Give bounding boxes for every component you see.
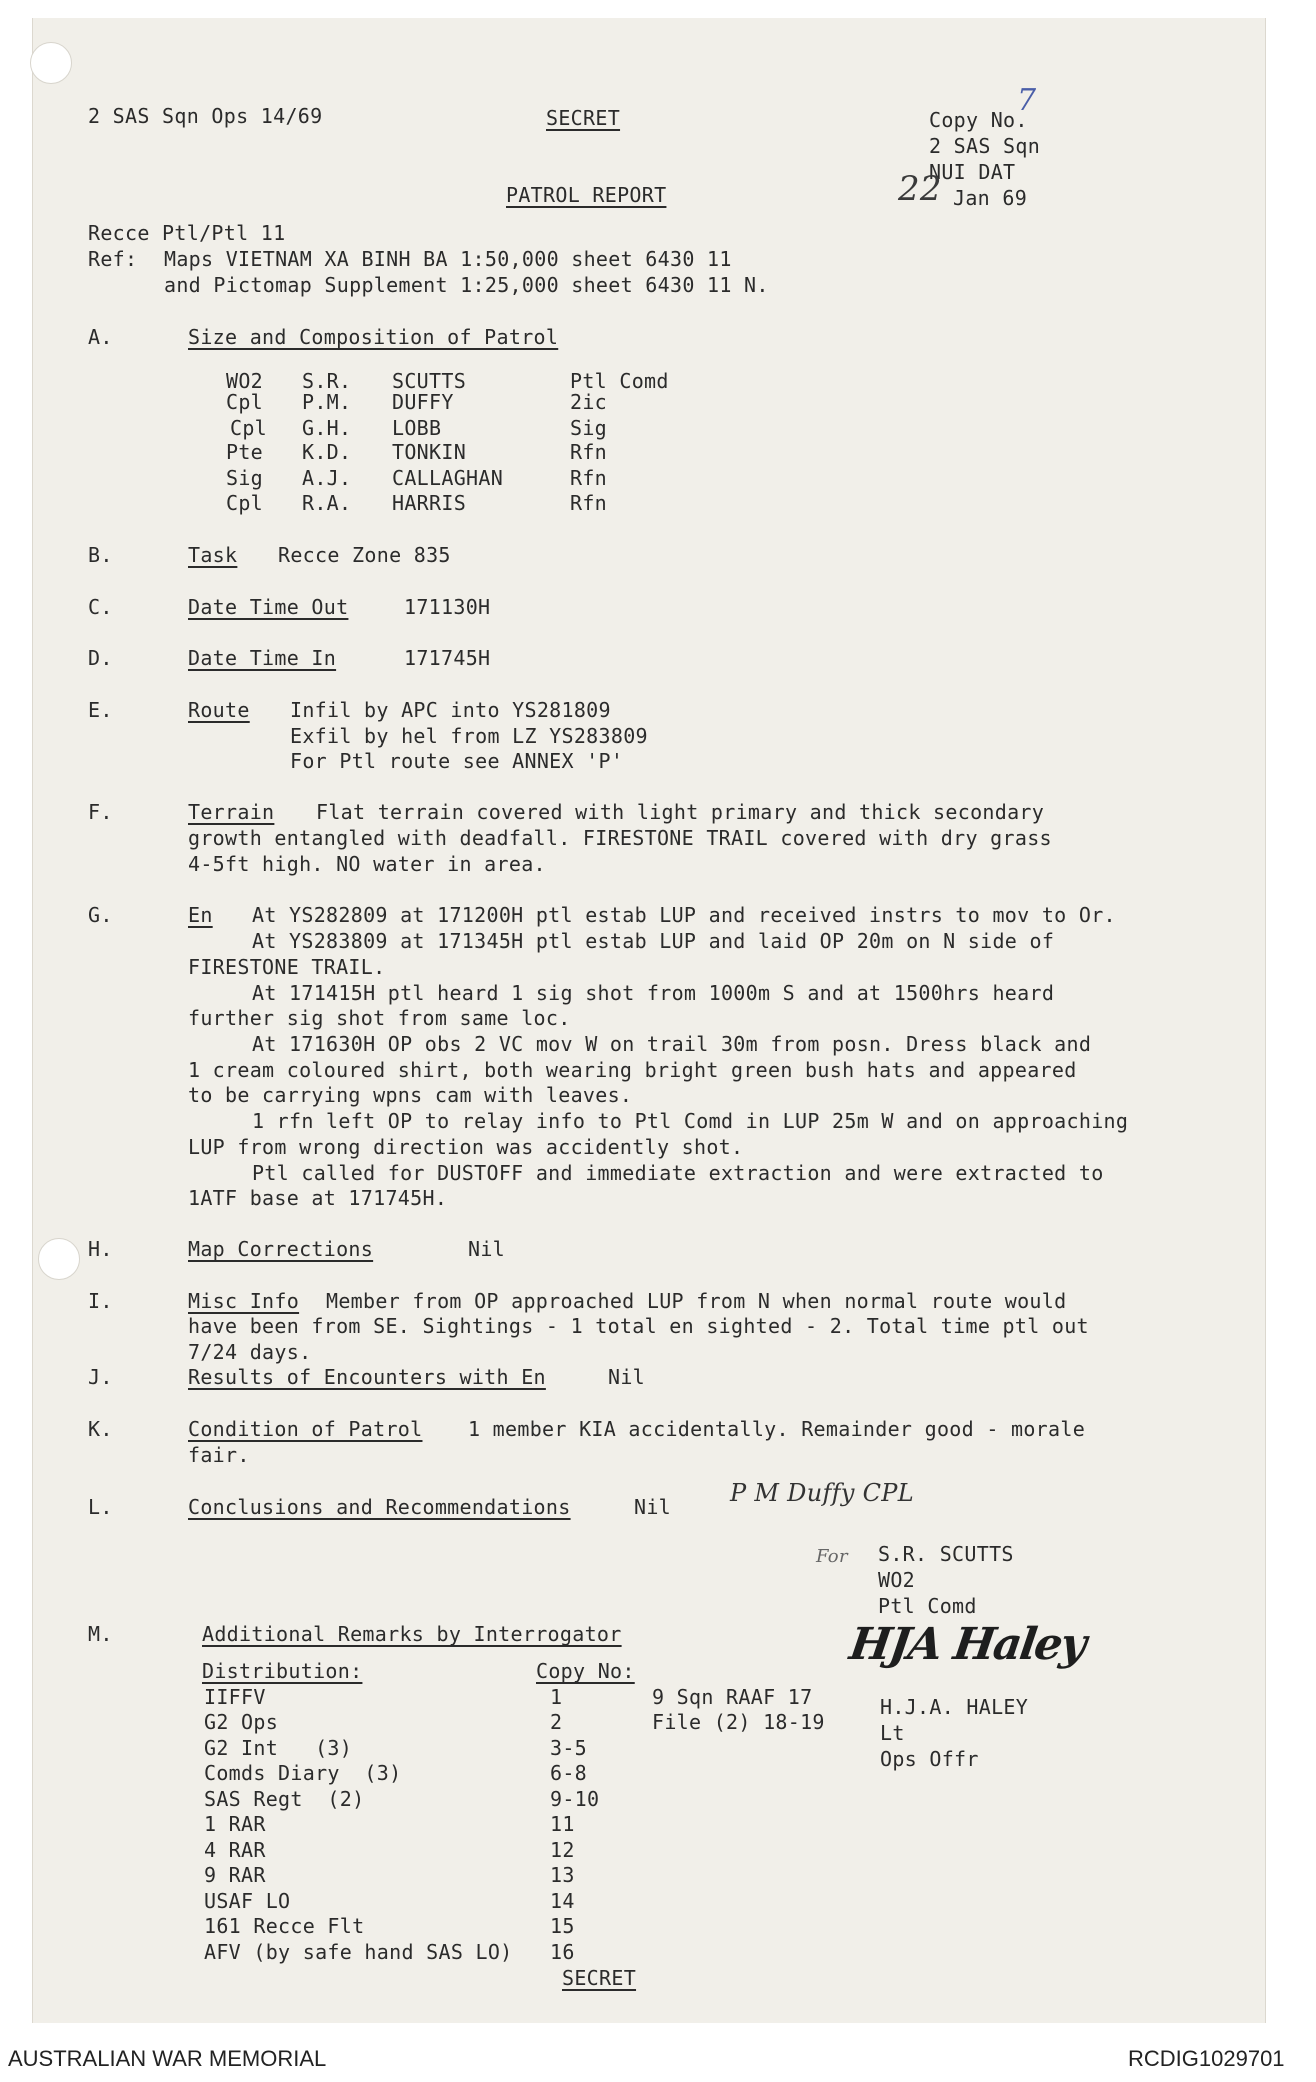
signatory-rank: WO2 (878, 1568, 916, 1592)
archive-name: AUSTRALIAN WAR MEMORIAL (8, 2046, 327, 2071)
member-surname: HARRIS (392, 491, 467, 515)
section-letter: K. (88, 1417, 113, 1441)
member-surname: DUFFY (392, 390, 454, 414)
member-surname: CALLAGHAN (392, 466, 504, 490)
section-text-line: further sig shot from same loc. (188, 1006, 571, 1030)
catalogue-number: RCDIG1029701 (1128, 2046, 1285, 2071)
section-title: Misc Info (188, 1289, 300, 1313)
location-label: NUI DAT (929, 160, 1016, 184)
distribution-recipient: G2 Ops (204, 1710, 279, 1734)
section-letter: C. (88, 595, 113, 619)
date-day-handwritten: 22 (898, 169, 942, 209)
document-reference: 2 SAS Sqn Ops 14/69 (88, 104, 323, 128)
member-initials: P.M. (302, 390, 352, 414)
section-title: Date Time In (188, 646, 337, 670)
member-rank: Pte (226, 440, 264, 464)
copy-number-label: Copy No. (929, 108, 1028, 132)
section-text-line: 7/24 days. (188, 1340, 312, 1364)
distribution-header: Distribution: (202, 1659, 363, 1683)
member-role: Rfn (570, 440, 608, 464)
section-value: Recce Zone 835 (278, 543, 451, 567)
punch-hole (38, 1238, 80, 1280)
section-title: Task (188, 543, 238, 567)
member-surname: SCUTTS (392, 369, 467, 393)
classification-footer: SECRET (562, 1966, 637, 1990)
section-text-line: LUP from wrong direction was accidently shot. (188, 1135, 744, 1159)
member-role: Rfn (570, 491, 608, 515)
distribution-copy: 15 (550, 1914, 575, 1938)
ref-label: Ref: (88, 247, 138, 271)
section-letter: A. (88, 325, 113, 349)
member-surname: TONKIN (392, 440, 467, 464)
section-title: En (188, 903, 213, 927)
section-text-line: At YS282809 at 171200H ptl estab LUP and received instrs to mov to Or. (252, 903, 1116, 927)
officer-rank: Lt (880, 1721, 905, 1745)
section-title: Condition of Patrol (188, 1417, 423, 1441)
distribution-copy: 1 (550, 1685, 563, 1709)
punch-hole (30, 42, 72, 84)
section-text-line: Infil by APC into YS281809 (290, 698, 611, 722)
handwritten-for: For (816, 1546, 848, 1567)
section-title: Map Corrections (188, 1237, 374, 1261)
section-title: Conclusions and Recommendations (188, 1495, 571, 1519)
map-reference-line: and Pictomap Supplement 1:25,000 sheet 6430 11 N. (164, 273, 769, 297)
member-role: Ptl Comd (570, 369, 669, 393)
patrol-name: Recce Ptl/Ptl 11 (88, 221, 286, 245)
distribution-recipient: 4 RAR (204, 1838, 266, 1862)
signatory-name: S.R. SCUTTS (878, 1542, 1014, 1566)
section-title: Route (188, 698, 250, 722)
section-letter: G. (88, 903, 113, 927)
member-initials: G.H. (302, 416, 352, 440)
member-initials: R.A. (302, 491, 352, 515)
section-text-line: Member from OP approached LUP from N when normal route would (326, 1289, 1067, 1313)
section-text-line: 1 member KIA accidentally. Remainder good - morale (468, 1417, 1086, 1441)
section-value: Nil (468, 1237, 506, 1261)
distribution-recipient: 1 RAR (204, 1812, 266, 1836)
copy-number-handwritten: 7 (1017, 83, 1037, 118)
section-letter: F. (88, 800, 113, 824)
distribution-copy: 2 (550, 1710, 563, 1734)
copy-number-header: Copy No: (536, 1659, 635, 1683)
section-text-line: 1 rfn left OP to relay info to Ptl Comd in LUP 25m W and on approaching (252, 1109, 1129, 1133)
signatory-role: Ptl Comd (878, 1594, 977, 1618)
distribution-copy: 6-8 (550, 1761, 588, 1785)
member-initials: K.D. (302, 440, 352, 464)
section-text-line: 1ATF base at 171745H. (188, 1186, 448, 1210)
section-letter: M. (88, 1622, 113, 1646)
member-surname: LOBB (392, 416, 442, 440)
distribution-recipient: 161 Recce Flt (204, 1914, 365, 1938)
section-title: Terrain (188, 800, 275, 824)
section-text-line: FIRESTONE TRAIL. (188, 955, 386, 979)
section-text-line: growth entangled with deadfall. FIRESTONE TRAIL covered with dry grass (188, 826, 1052, 850)
distribution-recipient: USAF LO (204, 1889, 291, 1913)
section-title: Date Time Out (188, 595, 349, 619)
section-text-line: Flat terrain covered with light primary and thick secondary (316, 800, 1045, 824)
member-role: Rfn (570, 466, 608, 490)
distribution-recipient: G2 Int (3) (204, 1736, 353, 1760)
member-rank: WO2 (226, 369, 264, 393)
distribution-copy: 11 (550, 1812, 575, 1836)
section-text-line: have been from SE. Sightings - 1 total en sighted - 2. Total time ptl out (188, 1314, 1089, 1338)
section-letter: J. (88, 1365, 113, 1389)
distribution-recipient: AFV (by safe hand SAS LO) (204, 1940, 513, 1964)
section-value: Nil (634, 1495, 672, 1519)
unit-label: 2 SAS Sqn (929, 134, 1041, 158)
member-initials: S.R. (302, 369, 352, 393)
section-text-line: At 171630H OP obs 2 VC mov W on trail 30m from posn. Dress black and (252, 1032, 1092, 1056)
section-letter: B. (88, 543, 113, 567)
section-title: Additional Remarks by Interrogator (202, 1622, 622, 1646)
distribution-copy: 16 (550, 1940, 575, 1964)
member-rank: Cpl (230, 416, 268, 440)
section-text-line: to be carrying wpns cam with leaves. (188, 1083, 633, 1107)
distribution-recipient: 9 RAR (204, 1863, 266, 1887)
distribution-recipient: SAS Regt (2) (204, 1787, 365, 1811)
section-letter: I. (88, 1289, 113, 1313)
section-letter: H. (88, 1237, 113, 1261)
section-text-line: 4-5ft high. NO water in area. (188, 852, 546, 876)
distribution-copy: 12 (550, 1838, 575, 1862)
officer-signature: HJA Haley (846, 1619, 1088, 1670)
distribution-extra: File (2) 18-19 (652, 1710, 825, 1734)
section-value: 171745H (404, 646, 491, 670)
section-letter: E. (88, 698, 113, 722)
classification-header: SECRET (546, 106, 621, 130)
section-value: 171130H (404, 595, 491, 619)
section-title: Results of Encounters with En (188, 1365, 546, 1389)
report-date: Jan 69 (953, 186, 1028, 210)
report-title: PATROL REPORT (506, 183, 667, 207)
distribution-extra: 9 Sqn RAAF 17 (652, 1685, 813, 1709)
map-reference-line: Maps VIETNAM XA BINH BA 1:50,000 sheet 6430 11 (164, 247, 732, 271)
member-rank: Sig (226, 466, 264, 490)
section-letter: D. (88, 646, 113, 670)
officer-name: H.J.A. HALEY (880, 1695, 1029, 1719)
distribution-recipient: Comds Diary (3) (204, 1761, 402, 1785)
section-title: Size and Composition of Patrol (188, 325, 559, 349)
section-text-line: Ptl called for DUSTOFF and immediate extraction and were extracted to (252, 1161, 1104, 1185)
section-text-line: At 171415H ptl heard 1 sig shot from 1000m S and at 1500hrs heard (252, 981, 1055, 1005)
section-text-line: For Ptl route see ANNEX 'P' (290, 749, 624, 773)
member-role: 2ic (570, 390, 608, 414)
member-role: Sig (570, 416, 608, 440)
distribution-recipient: IIFFV (204, 1685, 266, 1709)
member-initials: A.J. (302, 466, 352, 490)
member-rank: Cpl (226, 491, 264, 515)
section-value: Nil (608, 1365, 646, 1389)
member-rank: Cpl (226, 390, 264, 414)
section-text-line: Exfil by hel from LZ YS283809 (290, 724, 648, 748)
section-text-line: 1 cream coloured shirt, both wearing bright green bush hats and appeared (188, 1058, 1077, 1082)
handwritten-signature: P M Duffy CPL (730, 1479, 914, 1507)
section-text-line: fair. (188, 1443, 250, 1467)
section-text-line: At YS283809 at 171345H ptl estab LUP and laid OP 20m on N side of (252, 929, 1055, 953)
officer-role: Ops Offr (880, 1747, 979, 1771)
distribution-copy: 13 (550, 1863, 575, 1887)
distribution-copy: 14 (550, 1889, 575, 1913)
distribution-copy: 3-5 (550, 1736, 588, 1760)
distribution-copy: 9-10 (550, 1787, 600, 1811)
section-letter: L. (88, 1495, 113, 1519)
